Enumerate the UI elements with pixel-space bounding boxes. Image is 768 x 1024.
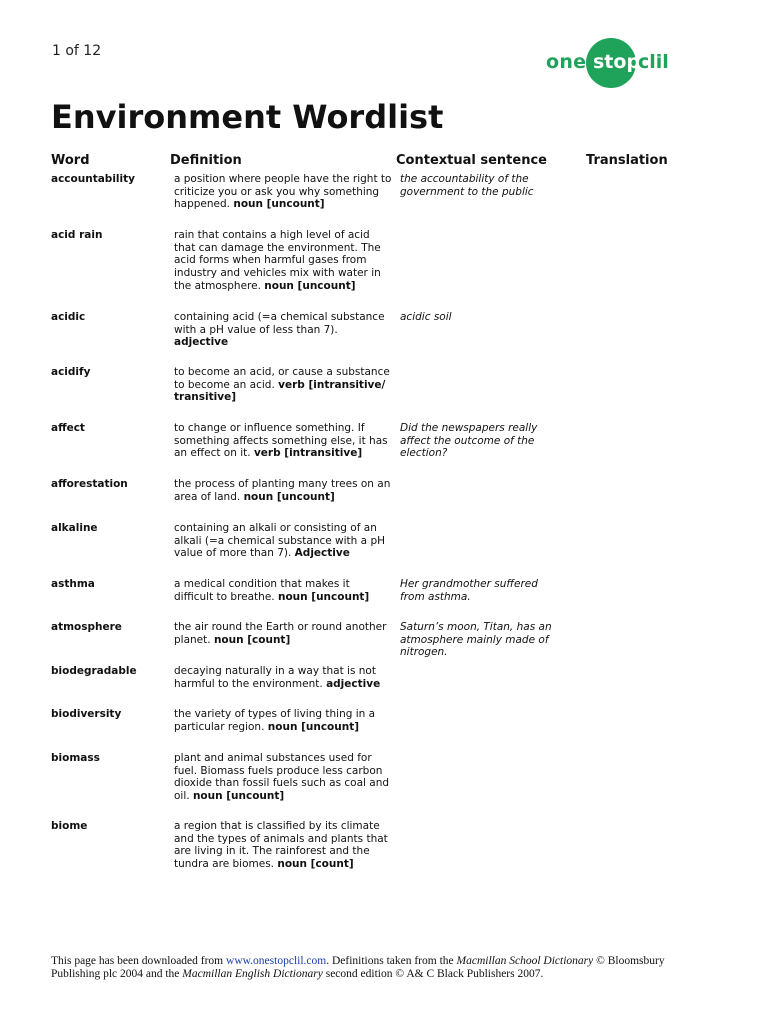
definition-text: a region that is classified by its climate and the types of animals and plants that are living in it. The rainforest and the tundra are biomes. bbox=[174, 820, 388, 871]
entry-definition bbox=[174, 578, 392, 603]
entry-context: acidic soil bbox=[400, 311, 452, 323]
definition-text: the air round the Earth or round another planet. bbox=[174, 621, 387, 646]
definition-text: rain that contains a high level of acid that can damage the environment. The acid forms when harmful gases from industry and vehicles mix with water in the atmosphere. bbox=[174, 229, 381, 292]
entry-definition bbox=[174, 621, 392, 646]
grammar-label: verb [intransitive] bbox=[253, 447, 363, 460]
definition-text: containing an alkali or consisting of an alkali (=a chemical substance with a pH value of more than 7). bbox=[174, 522, 385, 560]
entry-context: Her grandmother suffered from asthma. bbox=[400, 578, 538, 603]
entry-word: biodiversity bbox=[51, 708, 122, 720]
column-header-definition: Definition bbox=[170, 153, 242, 168]
grammar-label: verb [intransitive/ transitive] bbox=[174, 378, 386, 404]
entry-context: the accountability of the government to the public bbox=[400, 173, 534, 198]
footer-text: © Bloomsbury Publishing plc 2004 and the bbox=[51, 955, 665, 980]
entry-definition bbox=[174, 708, 392, 733]
onestopclil-logo bbox=[546, 38, 676, 88]
entry-word: afforestation bbox=[51, 478, 128, 490]
entry-definition bbox=[174, 820, 392, 871]
definition-text: the variety of types of living thing in a particular region. bbox=[174, 708, 376, 733]
footer-text: . Definitions taken from the bbox=[326, 955, 457, 967]
entry-word: acidify bbox=[51, 366, 91, 378]
dictionary-title: Macmillan English Dictionary bbox=[182, 968, 323, 980]
definition-text: containing acid (=a chemical substance with a pH value of less than 7). bbox=[174, 311, 385, 336]
entry-word: biodegradable bbox=[51, 665, 137, 677]
grammar-label: noun [count] bbox=[213, 633, 291, 646]
entry-word: biomass bbox=[51, 752, 100, 764]
footer-credits bbox=[51, 955, 691, 981]
logo-stop-text: stop bbox=[593, 51, 641, 73]
entry-word: acidic bbox=[51, 311, 86, 323]
grammar-label: adjective bbox=[174, 336, 229, 349]
grammar-label: noun [count] bbox=[277, 858, 354, 871]
page-title: Environment Wordlist bbox=[51, 98, 444, 136]
entry-definition bbox=[174, 522, 392, 560]
footer-text: This page has been downloaded from bbox=[51, 955, 227, 967]
entry-word: alkaline bbox=[51, 522, 98, 534]
entry-word: acid rain bbox=[51, 229, 103, 241]
definition-text: the process of planting many trees on an area of land. bbox=[174, 478, 391, 503]
grammar-label: noun [uncount] bbox=[233, 198, 325, 211]
entry-word: asthma bbox=[51, 578, 95, 590]
entry-word: accountability bbox=[51, 173, 135, 185]
entry-definition bbox=[174, 665, 392, 690]
column-header-translation: Translation bbox=[586, 153, 668, 168]
entry-definition bbox=[174, 311, 392, 349]
definition-text: to change or influence something. If something affects something else, it has an effect on it. bbox=[174, 422, 388, 460]
entry-context: Did the newspapers really affect the outcome of the election? bbox=[400, 422, 538, 460]
grammar-label: adjective bbox=[326, 677, 381, 690]
entry-word: atmosphere bbox=[51, 621, 122, 633]
website-link[interactable]: www.onestopclil.com bbox=[226, 955, 327, 967]
entry-context: Saturn’s moon, Titan, has an atmosphere mainly made of nitrogen. bbox=[400, 621, 552, 659]
column-header-word: Word bbox=[51, 153, 90, 168]
grammar-label: noun [uncount] bbox=[243, 490, 335, 503]
grammar-label: noun [uncount] bbox=[267, 720, 360, 733]
logo-one-text: one bbox=[546, 51, 587, 73]
grammar-label: noun [uncount] bbox=[277, 590, 370, 603]
definition-text: decaying naturally in a way that is not harmful to the environment. bbox=[174, 665, 376, 690]
logo-clil-text: clil bbox=[638, 51, 669, 73]
entry-definition bbox=[174, 752, 392, 803]
definition-text: to become an acid, or cause a substance to become an acid. bbox=[174, 366, 390, 391]
footer-text: second edition © A& C Black Publishers 2007. bbox=[322, 968, 544, 980]
grammar-label: noun [uncount] bbox=[192, 790, 285, 803]
entry-definition bbox=[174, 173, 392, 211]
page-number: 1 of 12 bbox=[52, 43, 102, 59]
definition-text: a position where people have the right to criticize you or ask you why something happened. bbox=[174, 173, 392, 211]
entry-definition bbox=[174, 422, 392, 460]
grammar-label: Adjective bbox=[294, 547, 350, 560]
definition-text: plant and animal substances used for fuel. Biomass fuels produce less carbon dioxide than fossil fuels such as coal and oil. bbox=[174, 752, 390, 803]
entry-word: affect bbox=[51, 422, 85, 434]
entry-definition bbox=[174, 366, 392, 404]
definition-text: a medical condition that makes it difficult to breathe. bbox=[174, 578, 350, 603]
dictionary-title: Macmillan School Dictionary bbox=[456, 955, 594, 967]
entry-definition bbox=[174, 229, 392, 293]
grammar-label: noun [uncount] bbox=[264, 279, 356, 292]
entry-word: biome bbox=[51, 820, 88, 832]
column-header-context: Contextual sentence bbox=[396, 153, 547, 168]
entry-definition bbox=[174, 478, 392, 503]
